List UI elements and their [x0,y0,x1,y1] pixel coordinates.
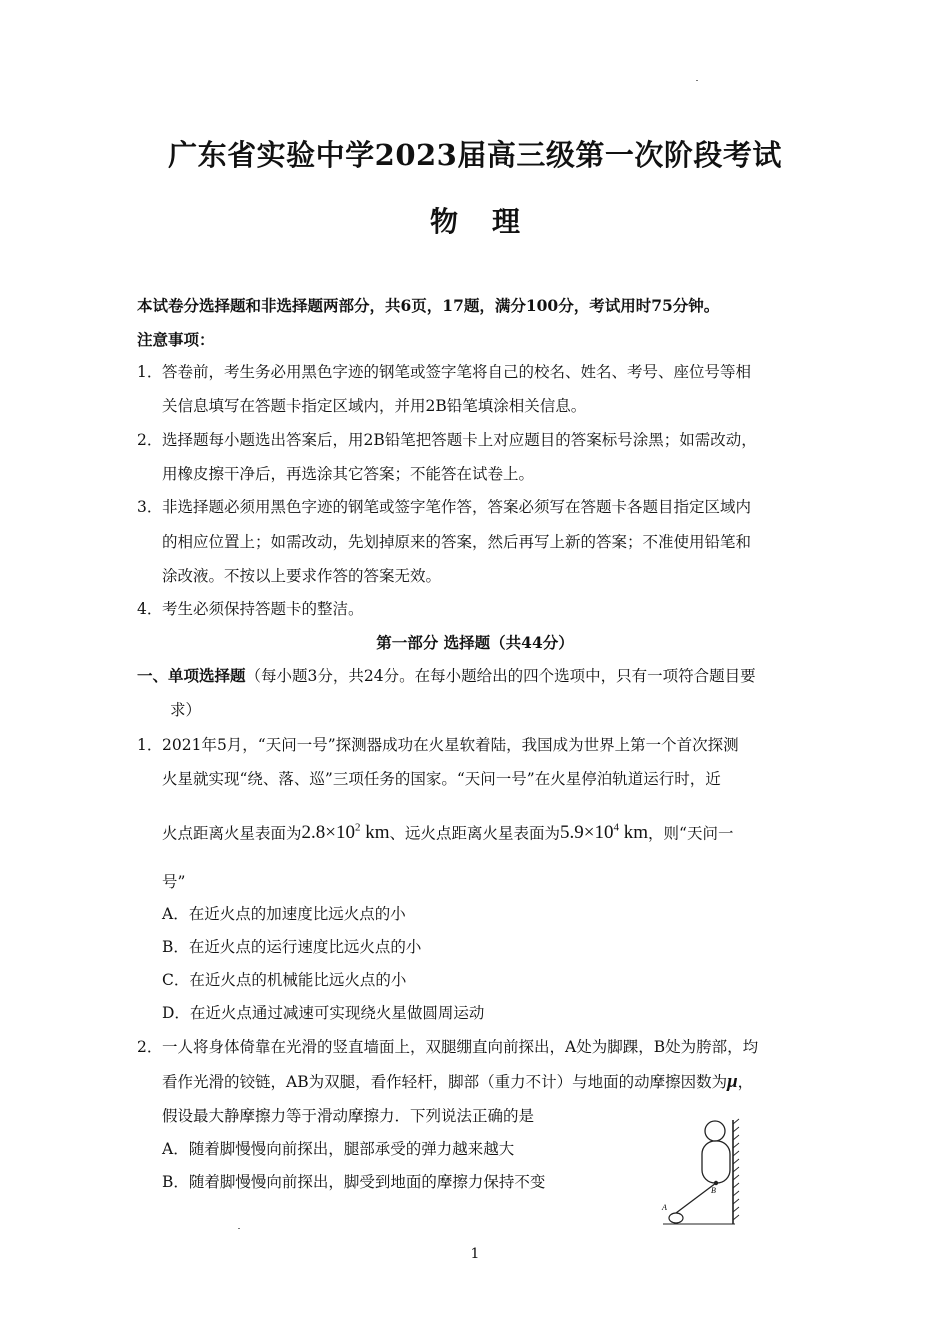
question-text: 2021年5月，“天问一号”探测器成功在火星软着陆，我国成为世界上第一个首次探测 [162,736,739,754]
notice-line: 选择题每小题选出答案后，用2B铅笔把答题卡上对应题目的答案标号涂黑；如需改动， [162,431,757,449]
mu-symbol: μ [727,1071,738,1092]
math-unit: km [365,822,390,844]
question-text: 火星就实现“绕、落、巡”三项任务的国家。“天问一号”在火星停泊轨道运行时，近 [162,770,721,788]
math-exponent: 2 [354,822,361,834]
math-unit: km [623,822,649,844]
notice-number: 2． [137,431,163,449]
section-label: 一、单项选择题 [137,666,246,685]
part1-heading: 第一部分 选择题（共44分） [376,633,574,652]
leg-rod [676,1183,716,1213]
math-base: 2.8×10 [301,822,355,844]
notice-number: 3． [137,498,163,516]
notice-line: 的相应位置上；如需改动，先划掉原来的答案，然后再写上新的答案；不准使用铅笔和 [162,533,752,551]
perigee-value [302,822,390,843]
answer-option: A．随着脚慢慢向前探出，腿部承受的弹力越来越大 [162,1140,515,1158]
answer-option: D．在近火点通过减速可实现绕火星做圆周运动 [162,1004,485,1022]
question-text: 号” [162,873,186,891]
notice-line: 非选择题必须用黑色字迹的钢笔或签字笔作答，答案必须写在答题卡各题目指定区域内 [162,498,752,516]
question-text: 一人将身体倚靠在光滑的竖直墙面上，双腿绷直向前探出，A处为脚踝，B处为胯部，均 [162,1038,759,1056]
question-number: 1． [137,736,163,754]
section-desc: （每小题3分，共24分。在每小题给出的四个选项中，只有一项符合题目要 [245,667,756,685]
question-text: ， [737,1073,754,1091]
question-text-math [162,814,733,847]
answer-option: A．在近火点的加速度比远火点的小 [162,905,406,923]
notice-number: 4． [137,600,163,618]
head-shape [705,1121,725,1141]
notice-line: 关信息填写在答题卡指定区域内，并用2B铅笔填涂相关信息。 [162,397,587,415]
exam-subject: 物理 [429,205,554,238]
answer-option: C．在近火点的机械能比远火点的小 [162,971,407,989]
question-text: ，则“天问一 [648,824,734,843]
question-text-mu [162,1072,753,1092]
scan-dot [238,1228,240,1229]
hip-hinge [714,1181,718,1185]
answer-option: B．在近火点的运行速度比远火点的小 [162,938,422,956]
question-text: 火点距离火星表面为 [162,824,302,843]
notice-line: 考生必须保持答题卡的整洁。 [162,600,364,618]
notice-line: 答卷前，考生务必用黑色字迹的钢笔或签字笔将自己的校名、姓名、考号、座位号等相 [162,363,752,381]
question-text: 假设最大静摩擦力等于滑动摩擦力．下列说法正确的是 [162,1107,535,1125]
page-number: 1 [470,1246,480,1262]
notice-heading: 注意事项： [137,330,215,349]
answer-option: B．随着脚慢慢向前探出，脚受到地面的摩擦力保持不变 [162,1173,546,1191]
math-base: 5.9×10 [560,822,614,844]
label-b: B [711,1186,716,1195]
scan-dot [696,80,698,81]
label-a: A [662,1203,667,1212]
wall-hatching [733,1119,739,1220]
notice-line: 涂改液。不按以上要求作答的答案无效。 [162,567,442,585]
question-number: 2． [137,1038,163,1056]
question-text: 看作光滑的铰链，AB为双腿，看作轻杆，脚部（重力不计）与地面的动摩擦因数为 [162,1073,728,1091]
wall-lean-figure [655,1118,745,1233]
section-heading [137,666,756,686]
notice-number: 1． [137,363,163,381]
torso-shape [702,1141,730,1183]
math-exponent: 4 [613,822,619,834]
exam-intro: 本试卷分选择题和非选择题两部分，共6页，17题，满分100分，考试用时75分钟。 [137,296,720,315]
apogee-value [560,822,648,843]
question-text: 、远火点距离火星表面为 [389,824,561,843]
exam-title: 广东省实验中学2023届高三级第一次阶段考试 [168,138,782,172]
foot-shape [669,1213,683,1223]
notice-line: 用橡皮擦干净后，再选涂其它答案；不能答在试卷上。 [162,465,535,483]
section-desc-cont: 求） [170,701,202,719]
